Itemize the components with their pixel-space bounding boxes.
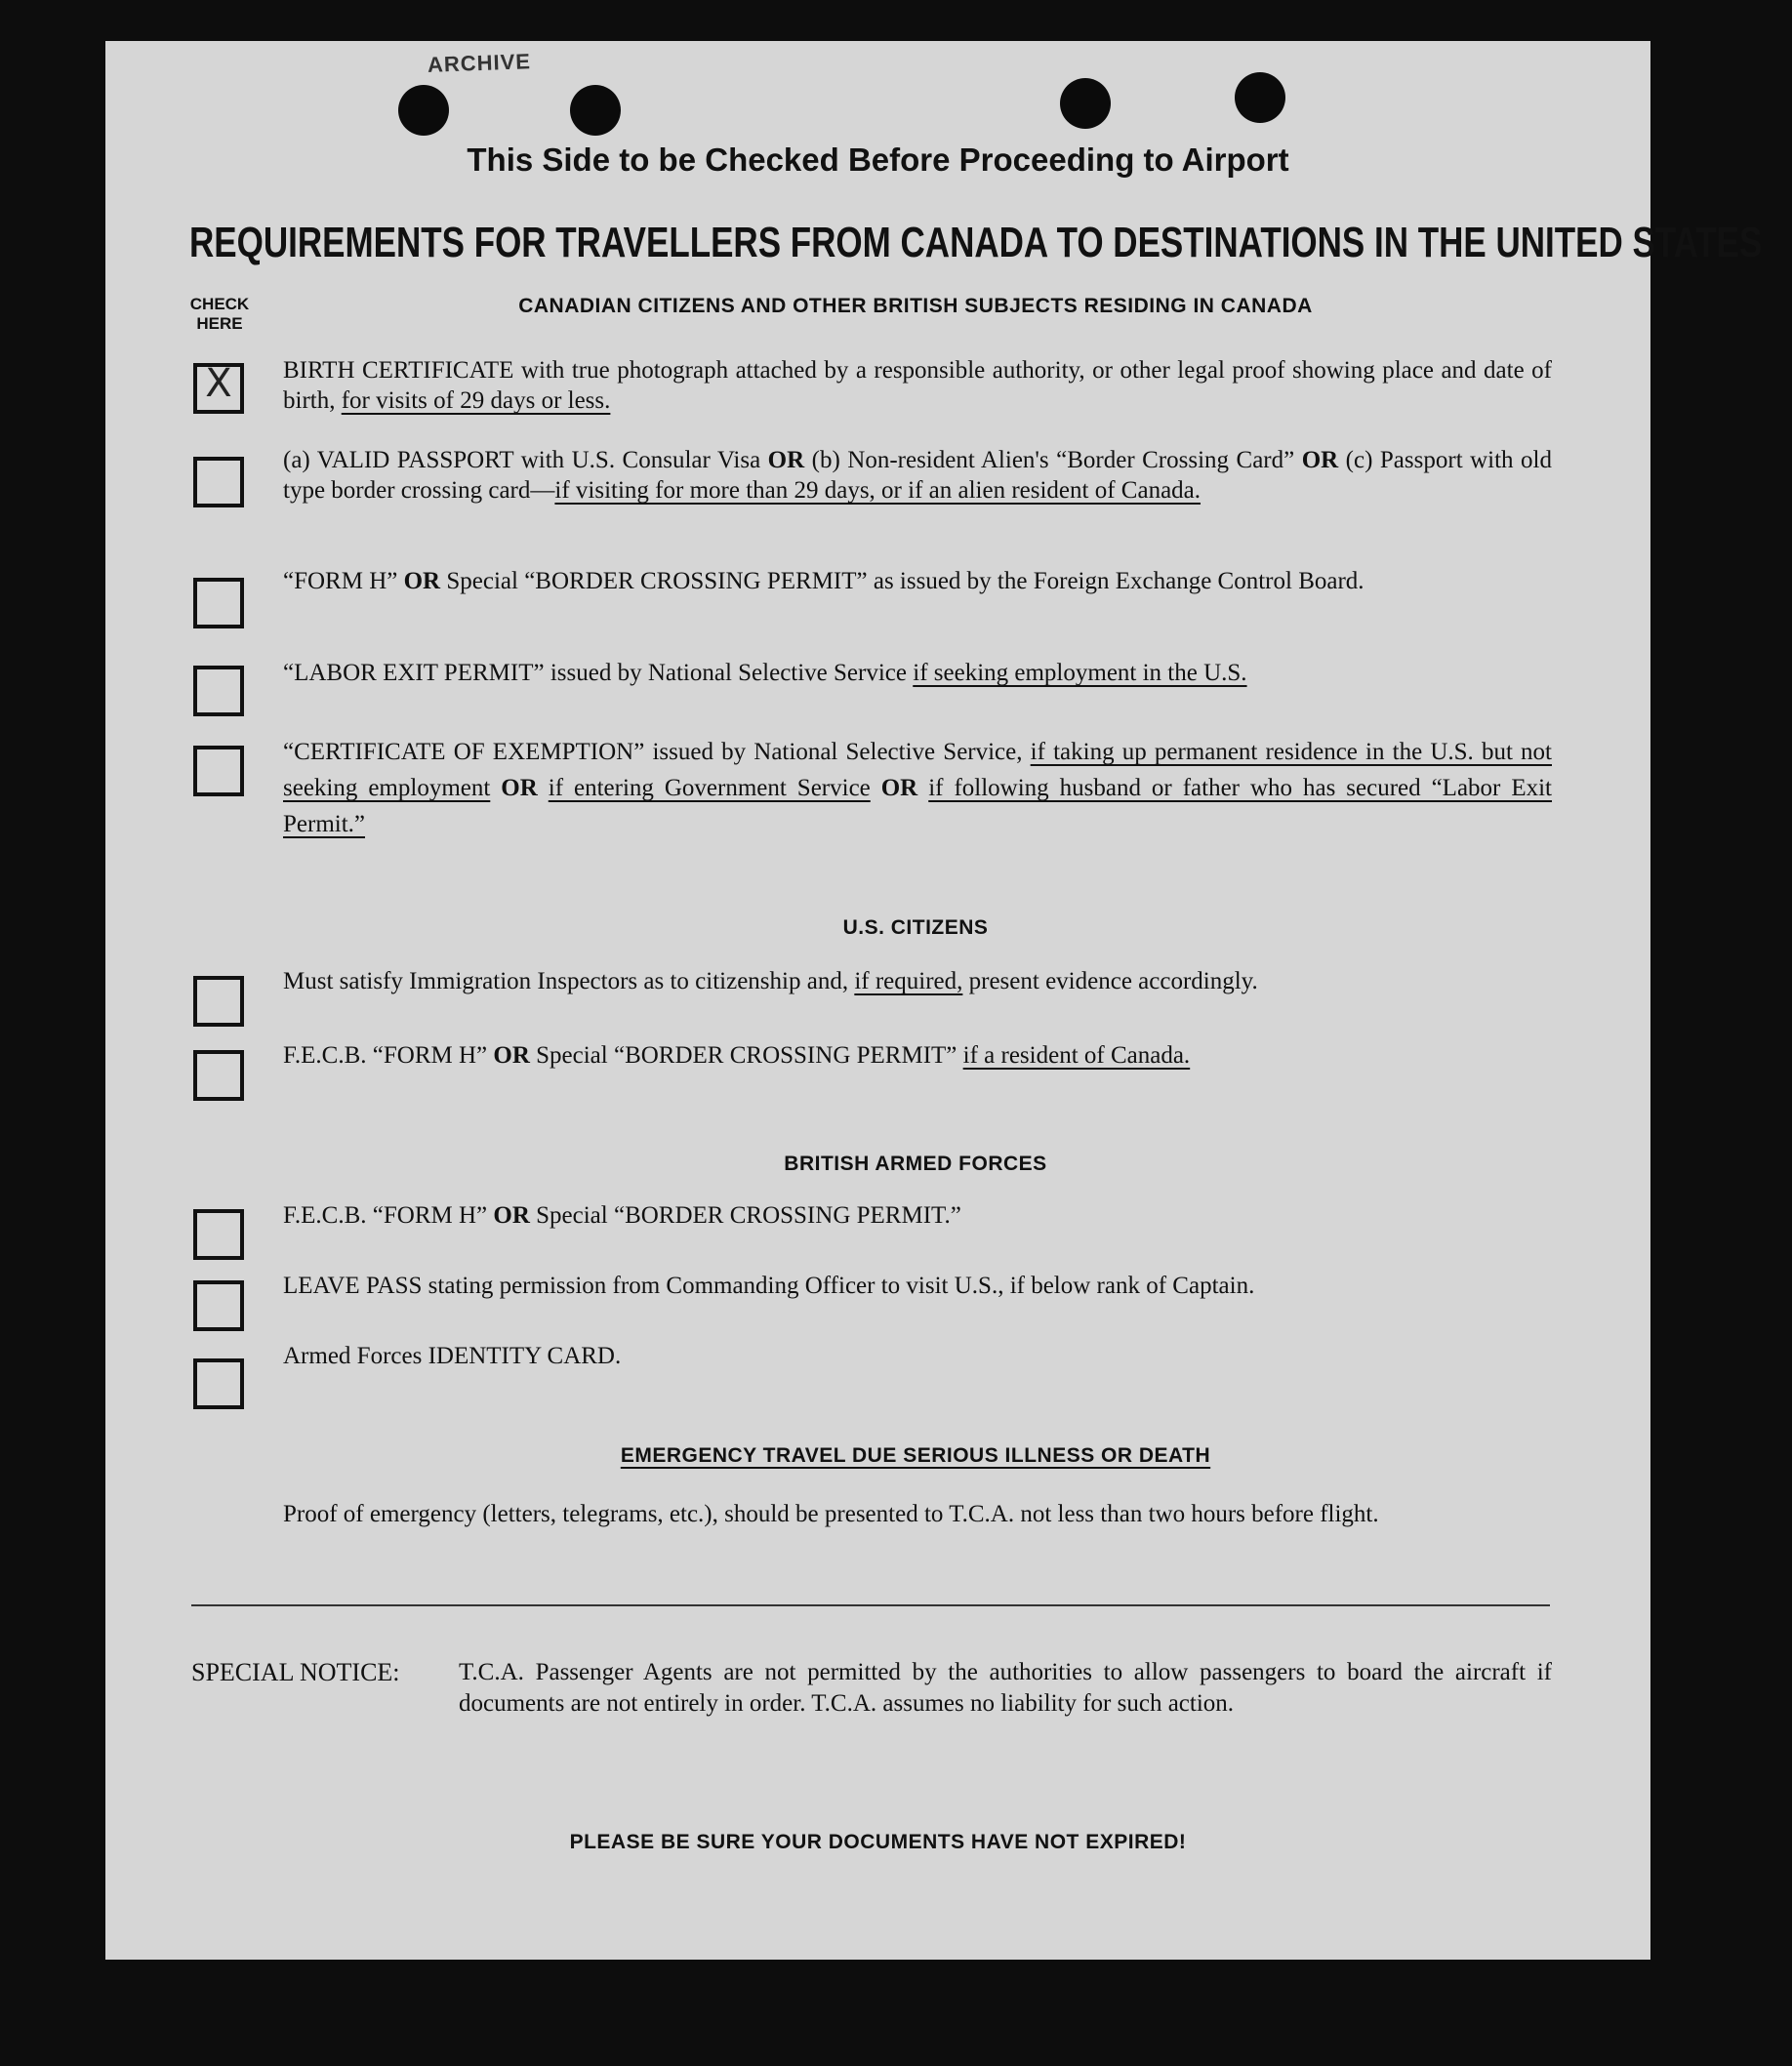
item-valid-passport: (a) VALID PASSPORT with U.S. Consular Visa OR (b) Non-resident Alien's “Border Crossing Card” OR (c) Passport with old type border crossing card—if visiting for more than 29 days, or if an alien resident of Canada.	[283, 447, 1552, 504]
checkbox-fecb-form-h-us[interactable]	[193, 1050, 244, 1101]
checkbox-leave-pass[interactable]	[193, 1280, 244, 1331]
punch-hole	[398, 85, 449, 136]
check-mark: X	[205, 361, 232, 406]
punch-hole	[1235, 72, 1285, 123]
section-heading-emergency: EMERGENCY TRAVEL DUE SERIOUS ILLNESS OR DEATH	[620, 1444, 1211, 1467]
archive-stamp: ARCHIVE	[427, 49, 532, 77]
footer-warning: PLEASE BE SURE YOUR DOCUMENTS HAVE NOT EXPIRED!	[569, 1831, 1187, 1853]
checkbox-valid-passport[interactable]	[193, 457, 244, 507]
checkbox-satisfy-inspectors[interactable]	[193, 976, 244, 1027]
special-notice-label: SPECIAL NOTICE:	[191, 1658, 400, 1686]
item-birth-certificate: BIRTH CERTIFICATE with true photograph attached by a responsible authority, or other legal proof showing place and date of birth, for visits of 29 days or less.	[283, 357, 1552, 414]
section-heading-british-armed-forces: BRITISH ARMED FORCES	[784, 1153, 1047, 1175]
item-certificate-of-exemption: “CERTIFICATE OF EXEMPTION” issued by National Selective Service, if taking up permanent residence in the U.S. but not seeking employment OR if entering Government Service OR if following husband or father who has secured “Labor Exit Permit.”	[283, 739, 1553, 837]
item-labor-exit-permit: “LABOR EXIT PERMIT” issued by National Selective Service if seeking employment in the U.S.	[283, 660, 1247, 686]
section-heading-canadian: CANADIAN CITIZENS AND OTHER BRITISH SUBJECTS RESIDING IN CANADA	[518, 295, 1313, 317]
punch-hole	[570, 85, 621, 136]
main-heading: REQUIREMENTS FOR TRAVELLERS FROM CANADA TO DESTINATIONS IN THE UNITED STATES	[189, 219, 1763, 266]
item-fecb-form-h-us: F.E.C.B. “FORM H” OR Special “BORDER CROSSING PERMIT” if a resident of Canada.	[283, 1042, 1191, 1069]
item-leave-pass: LEAVE PASS stating permission from Commanding Officer to visit U.S., if below rank of Captain.	[283, 1273, 1255, 1299]
emergency-text: Proof of emergency (letters, telegrams, etc.), should be presented to T.C.A. not less than two hours before flight.	[283, 1501, 1379, 1527]
checkbox-form-h[interactable]	[193, 578, 244, 628]
section-heading-us-citizens: U.S. CITIZENS	[842, 916, 989, 939]
checkbox-identity-card[interactable]	[193, 1358, 244, 1409]
divider-line	[191, 1604, 1550, 1606]
form-page	[105, 41, 1763, 1960]
item-form-h: “FORM H” OR Special “BORDER CROSSING PERMIT” as issued by the Foreign Exchange Control Board.	[283, 568, 1364, 594]
item-fecb-form-h-forces: F.E.C.B. “FORM H” OR Special “BORDER CROSSING PERMIT.”	[283, 1202, 961, 1229]
checkbox-fecb-form-h-forces[interactable]	[193, 1209, 244, 1260]
checkbox-certificate-of-exemption[interactable]	[193, 746, 244, 796]
form-title: This Side to be Checked Before Proceeding to Airport	[467, 142, 1289, 178]
item-identity-card: Armed Forces IDENTITY CARD.	[283, 1343, 622, 1369]
check-here-label: CHECK HERE	[189, 295, 250, 333]
punch-hole	[1060, 78, 1111, 129]
special-notice-text: T.C.A. Passenger Agents are not permitted by the authorities to allow passengers to board the aircraft if documents are not entirely in order. T.C.A. assumes no liability for such action.	[459, 1659, 1552, 1717]
checkbox-labor-exit-permit[interactable]	[193, 666, 244, 716]
item-satisfy-inspectors: Must satisfy Immigration Inspectors as to citizenship and, if required, present evidence accordingly.	[283, 968, 1258, 994]
checkbox-birth-certificate[interactable]	[193, 363, 244, 414]
